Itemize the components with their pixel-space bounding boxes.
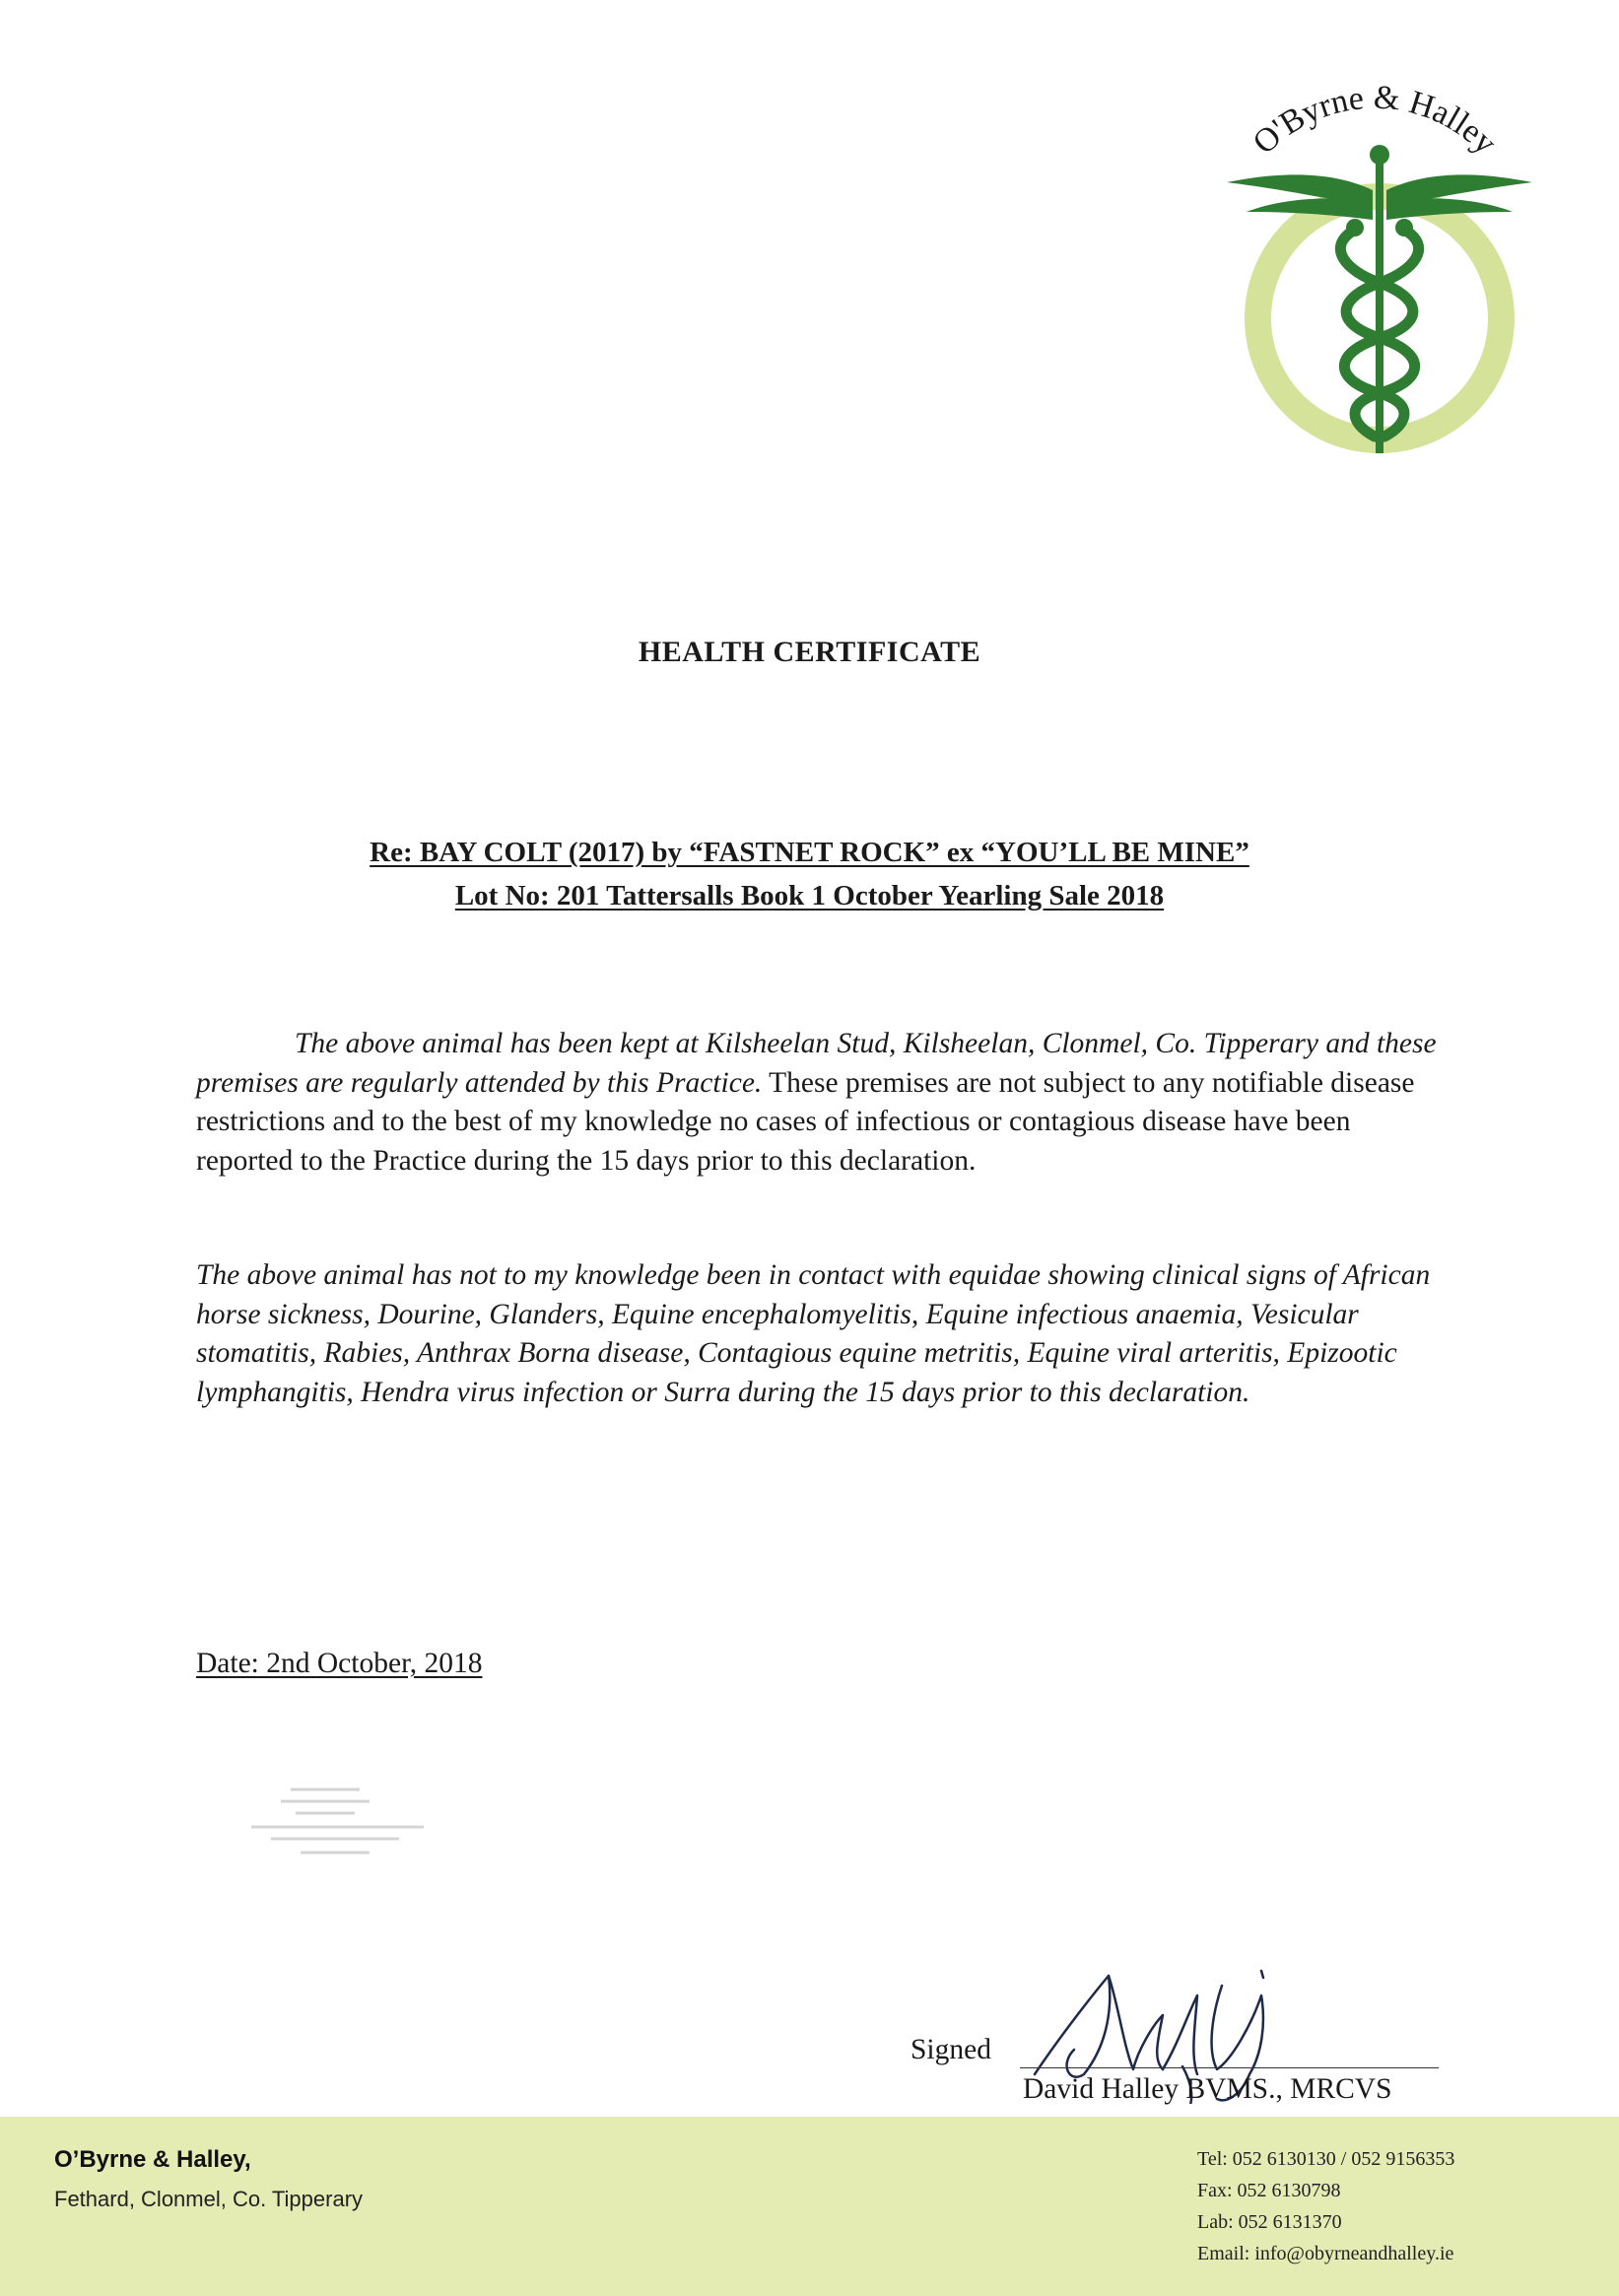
- premises-normal-text: These premises are not subject to any notifiable disease restrictions and to the best of my knowledge no cases of infectious or contagious disease have been reported to the Practice during the 15 days prior to this declaration.: [196, 1066, 1415, 1177]
- faint-stamp-mark: [251, 1782, 429, 1860]
- footer-firm-name: O’Byrne & Halley,: [54, 2146, 251, 2173]
- footer-contact-details: [1197, 2143, 1454, 2269]
- certificate-date: Date: 2nd October, 2018: [196, 1648, 483, 1679]
- subject-line-1: Re: BAY COLT (2017) by “FASTNET ROCK” ex “YOU’LL BE MINE”: [370, 837, 1249, 868]
- document-title: HEALTH CERTIFICATE: [638, 636, 981, 668]
- signature-line: [1020, 2067, 1439, 2068]
- footer-email[interactable]: Email: info@obyrneandhalley.ie: [1197, 2243, 1454, 2264]
- subject-line-2: Lot No: 201 Tattersalls Book 1 October Yearling Sale 2018: [454, 880, 1165, 912]
- logo-text: O'Byrne & Halley: [1246, 79, 1504, 162]
- premises-paragraph: [196, 1025, 1438, 1181]
- footer-firm-address: Fethard, Clonmel, Co. Tipperary: [54, 2187, 364, 2211]
- signer-name: David Halley BVMS., MRCVS: [1023, 2073, 1392, 2105]
- obyrne-halley-logo: [1207, 64, 1542, 458]
- contact-disease-paragraph: The above animal has not to my knowledge been in contact with equidae showing clinical signs of African horse sickness, Dourine, Glanders, Equine encephalomyelitis, Equine infectious anaemia, Vesicular stomatitis, Rabies, Anthrax Borna disease, Contagious equine metritis, Equine viral arteritis, Epizootic lymphangitis, Hendra virus infection or Surra during the 15 days prior to this declaration.: [196, 1259, 1431, 1408]
- signed-label: Signed: [911, 2034, 991, 2065]
- footer-fax: Fax: 052 6130798: [1197, 2180, 1341, 2201]
- footer-tel: Tel: 052 6130130 / 052 9156353: [1197, 2148, 1455, 2170]
- footer-lab: Lab: 052 6131370: [1197, 2211, 1342, 2233]
- subject-heading: [0, 831, 1619, 917]
- premises-italic-text: The above animal has been kept at Kilsheelan Stud, Kilsheelan, Clonmel, Co. Tipperary and these premises are regularly attended by this Practice.: [196, 1028, 1437, 1099]
